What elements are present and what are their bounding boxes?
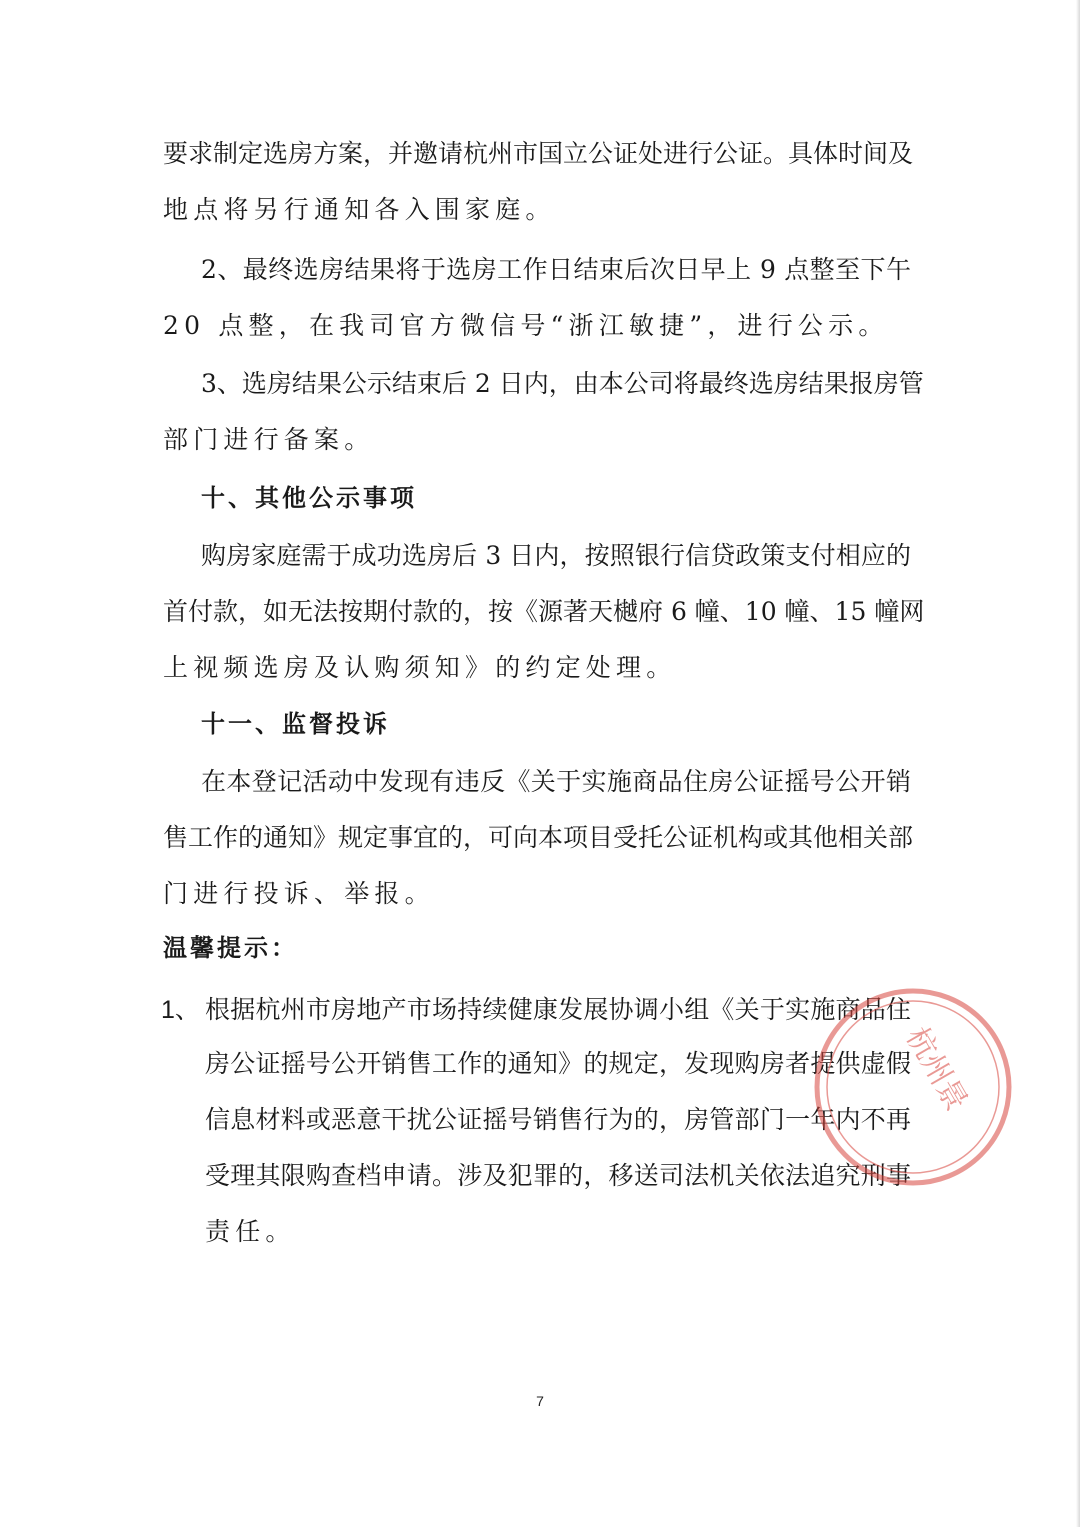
- item-3-line-1: 3、选房结果公示结束后 2 日内，由本公司将最终选房结果报房管: [201, 369, 924, 398]
- section-10-line-2: 首付款，如无法按期付款的，按《源著天樾府 6 幢、10 幢、15 幢网: [163, 597, 925, 626]
- page-number: 7: [536, 1393, 544, 1409]
- item-2-line-1: 2、最终选房结果将于选房工作日结束后次日早上 9 点整至下午: [201, 255, 911, 284]
- tip-item-1-line-3: 信息材料或恶意干扰公证摇号销售行为的，房管部门一年内不再: [205, 1105, 911, 1134]
- tips-heading: 温馨提示：: [163, 934, 298, 962]
- section-10-heading: 十、其他公示事项: [201, 484, 417, 512]
- tip-item-1-line-2: 房公证摇号公开销售工作的通知》的规定，发现购房者提供虚假: [205, 1049, 911, 1078]
- section-11-line-3: 门进行投诉、举报。: [163, 879, 435, 908]
- section-10-line-1: 购房家庭需于成功选房后 3 日内，按照银行信贷政策支付相应的: [201, 541, 911, 570]
- tip-item-1-number: 1、: [161, 996, 200, 1024]
- page-edge-shadow: [1076, 0, 1080, 1527]
- tip-item-1-line-5: 责任。: [205, 1217, 296, 1246]
- tip-item-1-line-1: 根据杭州市房地产市场持续健康发展协调小组《关于实施商品住: [205, 995, 911, 1024]
- item-3-line-2: 部门进行备案。: [163, 425, 375, 454]
- seal-text: 杭州景: [898, 1021, 974, 1117]
- section-11-heading: 十一、监督投诉: [201, 710, 390, 738]
- paragraph-1-line-1: 要求制定选房方案，并邀请杭州市国立公证处进行公证。具体时间及: [163, 139, 914, 168]
- section-11-line-1: 在本登记活动中发现有违反《关于实施商品住房公证摇号公开销: [201, 767, 911, 796]
- section-11-line-2: 售工作的通知》规定事宜的，可向本项目受托公证机构或其他相关部: [163, 823, 914, 852]
- section-10-line-3: 上视频选房及认购须知》的约定处理。: [163, 653, 677, 682]
- tip-item-1-line-4: 受理其限购查档申请。涉及犯罪的，移送司法机关依法追究刑事: [205, 1161, 911, 1190]
- paragraph-1-line-2: 地点将另行通知各入围家庭。: [163, 195, 556, 224]
- item-2-line-2: 20 点整，在我司官方微信号“浙江敏捷”，进行公示。: [163, 311, 889, 340]
- seal-inner-ring: [827, 1001, 999, 1173]
